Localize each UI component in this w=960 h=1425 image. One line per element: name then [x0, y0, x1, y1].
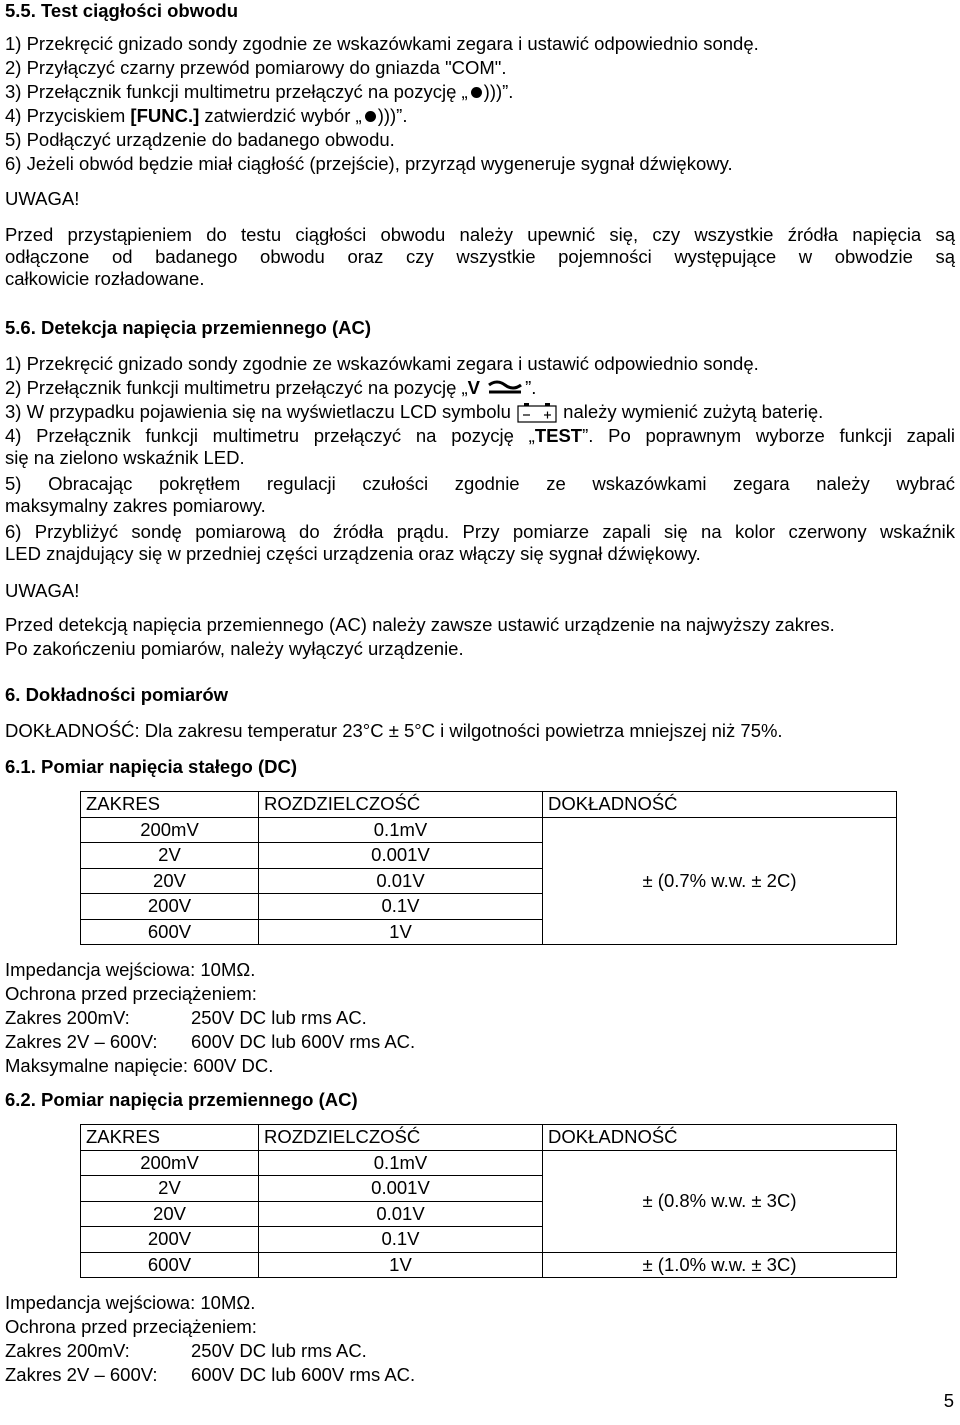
table-row: 200mV 0.1mV ± (0.7% w.w. ± 2C) [81, 817, 897, 843]
table-row: 200V 0.1V [81, 1227, 897, 1253]
step-5-5-5: 5) Podłączyć urządzenie do badanego obwodu. [5, 129, 395, 150]
page-number: 5 [943, 1390, 954, 1411]
table-row: 20V 0.01V [81, 868, 897, 894]
continuity-sound-icon: ))) [483, 81, 503, 102]
table-header-row [81, 1125, 897, 1151]
table-row: 200V 0.1V [81, 894, 897, 920]
table-row: 600V 1V ± (1.0% w.w. ± 3C) [81, 1252, 897, 1278]
func-button-label: [FUNC.] [130, 105, 200, 126]
table-row: 2V 0.001V [81, 843, 897, 869]
warning-label: UWAGA! [5, 188, 80, 209]
header-accuracy: DOKŁADNOŚĆ [543, 1125, 897, 1151]
step-5-5-3: 3) Przełącznik funkcji multimetru przełączyć na pozycję „ )))”. [5, 81, 514, 102]
dc-protection-title: Ochrona przed przeciążeniem: [5, 983, 257, 1004]
step-5-6-2: 2) Przełącznik funkcji multimetru przełączyć na pozycję „V ”. [5, 377, 537, 398]
step-5-5-6: 6) Jeżeli obwód będzie miał ciągłość (przejście), przyrząd wygeneruje sygnał dźwiękowy. [5, 153, 733, 174]
continuity-sound-icon: ))) [377, 105, 397, 126]
ac-protection-200mv: Zakres 200mV: 250V DC lub rms AC. [5, 1340, 367, 1361]
table-header-row [81, 792, 897, 818]
continuity-dot-icon [471, 87, 482, 98]
battery-icon [516, 402, 558, 424]
section-heading-6-1: 6.1. Pomiar napięcia stałego (DC) [5, 756, 297, 777]
continuity-dot-icon [365, 111, 376, 122]
accuracy-cell: ± (0.7% w.w. ± 2C) [543, 817, 897, 945]
section-heading-5-6: 5.6. Detekcja napięcia przemiennego (AC) [5, 317, 372, 338]
ac-dc-wave-icon [485, 379, 525, 399]
header-resolution: ROZDZIELCZOŚĆ [259, 792, 543, 818]
warning-paragraph-5-6-line-2: Po zakończeniu pomiarów, należy wyłączyć urządzenie. [5, 638, 464, 659]
warning-label: UWAGA! [5, 580, 80, 601]
step-5-5-1: 1) Przekręcić gnizado sondy zgodnie ze wskazówkami zegara i ustawić odpowiednio sondę. [5, 33, 759, 54]
accuracy-cell: ± (1.0% w.w. ± 3C) [543, 1252, 897, 1278]
dc-voltage-table [80, 791, 897, 945]
dc-protection-2v-600v: Zakres 2V – 600V: 600V DC lub 600V rms AC. [5, 1031, 416, 1052]
section-heading-6-2: 6.2. Pomiar napięcia przemiennego (AC) [5, 1089, 358, 1110]
header-resolution: ROZDZIELCZOŚĆ [259, 1125, 543, 1151]
header-range: ZAKRES [81, 1125, 259, 1151]
step-5-6-3: 3) W przypadku pojawienia się na wyświetlaczu LCD symbolu należy wymienić zużytą baterię. [5, 401, 823, 424]
ac-voltage-table [80, 1124, 897, 1278]
section-heading-5-5: 5.5. Test ciągłości obwodu [5, 0, 239, 21]
step-5-5-2: 2) Przyłączyć czarny przewód pomiarowy do gniazda "COM". [5, 57, 507, 78]
accuracy-conditions: DOKŁADNOŚĆ: Dla zakresu temperatur 23°C ± 5°C i wilgotności powietrza mniejszej niż 75%. [5, 720, 783, 741]
dc-protection-200mv: Zakres 200mV: 250V DC lub rms AC. [5, 1007, 367, 1028]
dc-max-voltage: Maksymalne napięcie: 600V DC. [5, 1055, 274, 1076]
step-5-6-1: 1) Przekręcić gnizado sondy zgodnie ze wskazówkami zegara i ustawić odpowiednio sondę. [5, 353, 759, 374]
ac-protection-title: Ochrona przed przeciążeniem: [5, 1316, 257, 1337]
warning-paragraph-5-6-line-1: Przed detekcją napięcia przemiennego (AC) należy zawsze ustawić urządzenie na najwyższy zakres. [5, 614, 835, 635]
accuracy-cell: ± (0.8% w.w. ± 3C) [543, 1150, 897, 1252]
table-row: 600V 1V [81, 919, 897, 945]
step-5-5-4: 4) Przyciskiem [FUNC.] zatwierdzić wybór „ )))”. [5, 105, 408, 126]
header-range: ZAKRES [81, 792, 259, 818]
table-row: 20V 0.01V [81, 1201, 897, 1227]
ac-protection-2v-600v: Zakres 2V – 600V: 600V DC lub 600V rms AC. [5, 1364, 416, 1385]
section-heading-6: 6. Dokładności pomiarów [5, 684, 229, 705]
step-5-6-4: 4) Przełącznik funkcji multimetru przełączyć na pozycję „TEST”. Po poprawnym wyborze funkcji zapali się na zielono wskaźnik LED. [5, 425, 955, 468]
table-row: 200mV 0.1mV ± (0.8% w.w. ± 3C) [81, 1150, 897, 1176]
step-5-6-6: 6) Przybliżyć sondę pomiarową do źródła prądu. Przy pomiarze zapali się na kolor czerwony wskaźnik LED znajdujący się w przedniej części urządzenia oraz włączy się sygnał dźwiękowy. [5, 521, 955, 564]
dc-impedance: Impedancja wejściowa: 10MΩ. [5, 959, 256, 980]
step-5-6-5: 5) Obracając pokrętłem regulacji czułości zgodnie ze wskazówkami zegara należy wybrać maksymalny zakres pomiarowy. [5, 473, 955, 516]
warning-paragraph-5-5: Przed przystąpieniem do testu ciągłości obwodu należy upewnić się, czy wszystkie źródła napięcia są odłączone od badanego obwodu oraz czy wszystkie pojemności występujące w obwodzie są całkowicie rozładowane. [5, 224, 955, 289]
ac-impedance: Impedancja wejściowa: 10MΩ. [5, 1292, 256, 1313]
table-row: 2V 0.001V [81, 1176, 897, 1202]
header-accuracy: DOKŁADNOŚĆ [543, 792, 897, 818]
